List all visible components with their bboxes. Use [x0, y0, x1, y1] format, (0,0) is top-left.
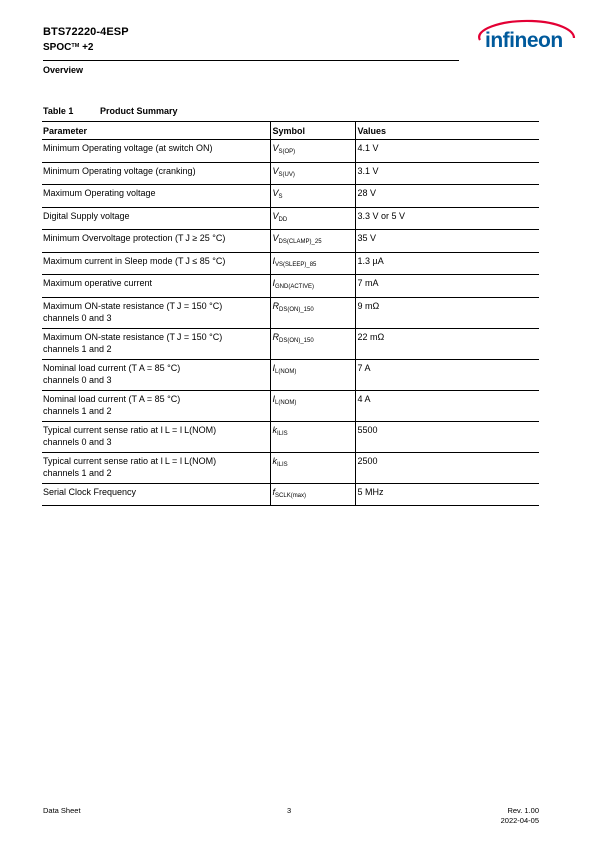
cell-symbol — [270, 359, 355, 390]
table-row — [42, 275, 539, 298]
table-row — [42, 359, 539, 390]
footer-doc-type: Data Sheet — [43, 806, 81, 815]
parameter-text: Minimum Operating voltage (cranking) — [43, 165, 196, 176]
footer-revision-block — [501, 806, 539, 826]
parameter-text: Maximum ON-state resistance (T J = 150 °C) — [43, 300, 223, 311]
cell-value: 2500 — [355, 452, 539, 483]
symbol-base: R — [272, 331, 279, 342]
cell-symbol — [270, 185, 355, 208]
header-parameter: Parameter — [42, 122, 270, 140]
table-caption-title: Product Summary — [100, 106, 178, 116]
table-row — [42, 185, 539, 208]
symbol-subscript: S — [278, 194, 283, 200]
parameter-text: Maximum Operating voltage — [43, 188, 156, 198]
product-summary-table — [42, 121, 539, 506]
table-row — [42, 421, 539, 452]
cell-symbol — [270, 275, 355, 298]
symbol-subscript: S(UV) — [278, 171, 295, 178]
cell-parameter — [42, 390, 270, 421]
cell-symbol — [270, 483, 355, 506]
symbol-subscript: S(OP) — [278, 149, 296, 155]
table-caption — [43, 106, 178, 116]
cell-parameter — [42, 140, 270, 163]
cell-value: 22 mΩ — [355, 328, 539, 359]
cell-symbol — [270, 230, 355, 253]
symbol-base: k — [272, 455, 277, 466]
symbol-base: V — [272, 143, 279, 153]
header-symbol: Symbol — [270, 122, 355, 140]
table-row — [42, 390, 539, 421]
symbol-subscript: SCLK(max) — [275, 492, 307, 499]
cell-symbol — [270, 452, 355, 483]
symbol-subscript: DS(ON)_150 — [279, 306, 314, 313]
symbol-base: R — [272, 300, 279, 311]
cell-parameter — [42, 162, 270, 185]
cell-symbol — [270, 207, 355, 230]
document-header — [43, 26, 463, 54]
table-caption-number: Table 1 — [43, 106, 74, 116]
footer-date: 2022-04-05 — [500, 816, 539, 825]
subtitle-suffix: +2 — [79, 42, 94, 53]
symbol-base: k — [272, 424, 277, 435]
parameter-text: Typical current sense ratio at I L = I L(NOM) — [43, 424, 217, 435]
cell-parameter — [42, 252, 270, 275]
parameter-channels: channels 1 and 2 — [43, 468, 112, 478]
cell-value: 7 A — [355, 359, 539, 390]
parameter-text: Typical current sense ratio at I L = I L(NOM) — [43, 455, 217, 466]
cell-value: 7 mA — [355, 275, 539, 298]
parameter-text: Minimum Operating voltage (at switch ON) — [43, 143, 213, 153]
symbol-subscript: VS(SLEEP)_85 — [275, 261, 317, 268]
infineon-logo — [470, 16, 580, 60]
symbol-base: I — [272, 362, 276, 373]
cell-symbol — [270, 252, 355, 275]
document-title: BTS72220-4ESP — [43, 26, 129, 38]
parameter-text: Digital Supply voltage — [43, 210, 130, 221]
cell-parameter — [42, 297, 270, 328]
cell-symbol — [270, 162, 355, 185]
table-row — [42, 452, 539, 483]
symbol-subscript: L(NOM) — [275, 368, 297, 375]
symbol-base: I — [272, 393, 276, 404]
parameter-channels: channels 1 and 2 — [43, 344, 112, 354]
cell-parameter — [42, 452, 270, 483]
footer-revision: Rev. 1.00 — [507, 806, 539, 815]
cell-value: 3.3 V or 5 V — [355, 207, 539, 230]
parameter-text: Nominal load current (T A = 85 °C) — [43, 393, 181, 404]
cell-parameter — [42, 207, 270, 230]
symbol-base: V — [272, 233, 279, 243]
document-subtitle — [43, 40, 463, 54]
parameter-text: Serial Clock Frequency — [43, 486, 137, 497]
table-row — [42, 230, 539, 253]
header-values: Values — [355, 122, 539, 140]
header-divider — [43, 60, 459, 61]
symbol-subscript: ILIS — [277, 461, 288, 468]
symbol-subscript: ILIS — [277, 430, 288, 437]
table-row — [42, 483, 539, 506]
table-header-row — [42, 122, 539, 140]
parameter-channels: channels 0 and 3 — [43, 375, 112, 385]
cell-parameter — [42, 230, 270, 253]
table-row — [42, 252, 539, 275]
cell-parameter — [42, 275, 270, 298]
parameter-text: Minimum Overvoltage protection (T J ≥ 25 °C) — [43, 233, 226, 243]
cell-value: 28 V — [355, 185, 539, 208]
cell-parameter — [42, 483, 270, 506]
parameter-text: Maximum operative current — [43, 278, 153, 288]
cell-value: 4 A — [355, 390, 539, 421]
cell-symbol — [270, 390, 355, 421]
cell-parameter — [42, 185, 270, 208]
symbol-subscript: DS(ON)_150 — [279, 337, 314, 344]
parameter-channels: channels 0 and 3 — [43, 313, 112, 323]
cell-symbol — [270, 140, 355, 163]
symbol-subscript: DD — [278, 216, 288, 223]
table-row — [42, 297, 539, 328]
trademark-mark: TM — [71, 43, 80, 49]
subtitle-product: SPOC — [43, 42, 72, 53]
cell-value: 4.1 V — [355, 140, 539, 163]
footer-page-number: 3 — [287, 806, 292, 815]
symbol-base: V — [272, 210, 279, 221]
parameter-text: Nominal load current (T A = 85 °C) — [43, 362, 181, 373]
cell-value: 35 V — [355, 230, 539, 253]
cell-value: 3.1 V — [355, 162, 539, 185]
section-title: Overview — [43, 65, 84, 75]
cell-value: 9 mΩ — [355, 297, 539, 328]
cell-parameter — [42, 328, 270, 359]
table-row — [42, 140, 539, 163]
cell-value: 1.3 µA — [355, 252, 539, 275]
symbol-subscript: DS(CLAMP)_25 — [278, 239, 322, 245]
symbol-base: I — [272, 255, 276, 266]
symbol-base: V — [272, 188, 279, 198]
table-row — [42, 207, 539, 230]
symbol-subscript: L(NOM) — [275, 399, 297, 406]
parameter-channels: channels 1 and 2 — [43, 406, 112, 416]
symbol-subscript: GND(ACTIVE) — [275, 284, 315, 290]
cell-symbol — [270, 421, 355, 452]
cell-symbol — [270, 297, 355, 328]
cell-value: 5 MHz — [355, 483, 539, 506]
symbol-base: I — [272, 278, 276, 288]
symbol-base: f — [272, 486, 276, 497]
cell-parameter — [42, 421, 270, 452]
cell-value: 5500 — [355, 421, 539, 452]
table-row — [42, 328, 539, 359]
parameter-text: Maximum ON-state resistance (T J = 150 °C) — [43, 331, 223, 342]
symbol-base: V — [272, 165, 279, 176]
parameter-channels: channels 0 and 3 — [43, 437, 112, 447]
table-row — [42, 162, 539, 185]
cell-symbol — [270, 328, 355, 359]
logo-wordmark: infineon — [485, 29, 563, 52]
cell-parameter — [42, 359, 270, 390]
parameter-text: Maximum current in Sleep mode (T J ≤ 85 °C) — [43, 255, 226, 266]
